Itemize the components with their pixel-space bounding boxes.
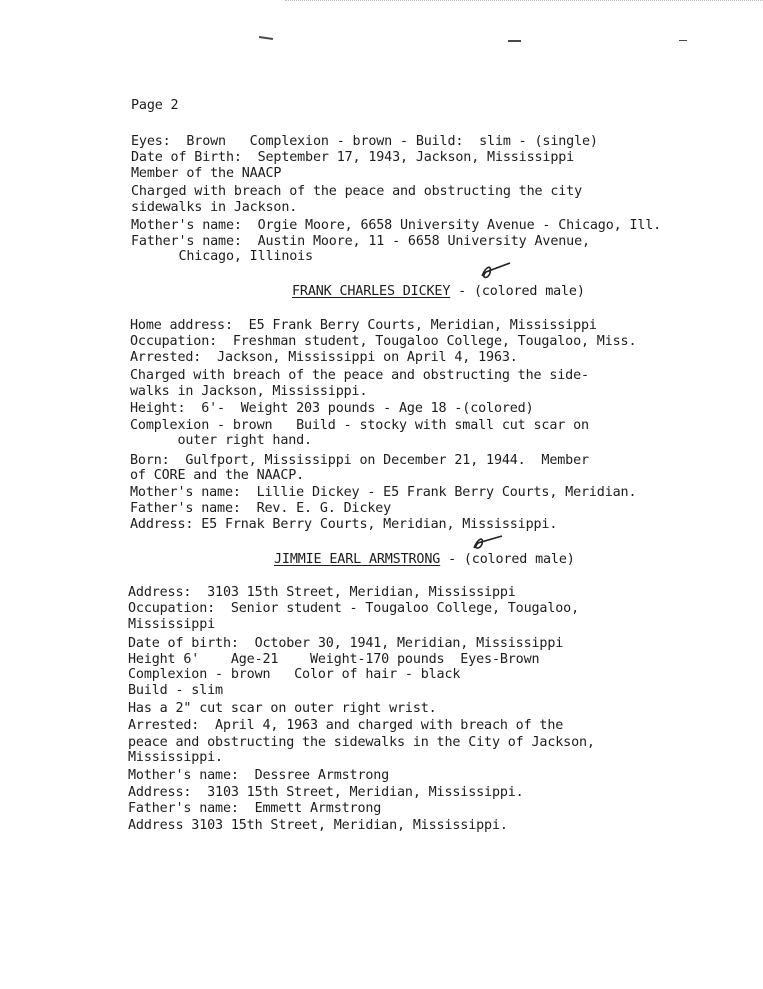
text-line: of CORE and the NAACP.: [130, 468, 305, 483]
text-line: Home address: E5 Frank Berry Courts, Meridian, Mississippi: [130, 318, 597, 333]
text-line: sidewalks in Jackson.: [131, 200, 298, 215]
text-line: Father's name: Rev. E. G. Dickey: [130, 501, 392, 516]
text-line: Occupation: Senior student - Tougaloo College, Tougaloo,: [128, 601, 579, 616]
text-line: Date of birth: October 30, 1941, Meridian, Mississippi: [128, 636, 564, 651]
page-label: Page 2: [131, 98, 179, 113]
text-line: Complexion - brown Color of hair - black: [128, 667, 461, 682]
handwritten-check-mark: [466, 532, 506, 552]
text-line: Address 3103 15th Street, Meridian, Mississippi.: [128, 818, 508, 833]
text-line: Address: E5 Frnak Berry Courts, Meridian, Mississippi.: [130, 517, 558, 532]
text-line: Mississippi.: [128, 750, 223, 765]
text-line: Address: 3103 15th Street, Meridian, Mississippi.: [128, 785, 524, 800]
text-line: Has a 2" cut scar on outer right wrist.: [128, 701, 437, 716]
text-line: Chicago, Illinois: [131, 249, 313, 264]
text-line: Occupation: Freshman student, Tougaloo College, Tougaloo, Miss.: [130, 334, 637, 349]
text-line: Date of Birth: September 17, 1943, Jackson, Mississippi: [131, 150, 575, 165]
text-line: Charged with breach of the peace and obstructing the city: [131, 184, 582, 199]
text-line: outer right hand.: [130, 433, 312, 448]
text-line: Father's name: Austin Moore, 11 - 6658 University Avenue,: [131, 234, 590, 249]
text-line: Height 6' Age-21 Weight-170 pounds Eyes-Brown: [128, 652, 540, 667]
text-line: Charged with breach of the peace and obstructing the side-: [130, 368, 589, 383]
text-line: Address: 3103 15th Street, Meridian, Mississippi: [128, 585, 516, 600]
text-line: Arrested: April 4, 1963 and charged with breach of the: [128, 718, 564, 733]
text-line: Arrested: Jackson, Mississippi on April 4, 1963.: [130, 350, 518, 365]
text-line: Height: 6'- Weight 203 pounds - Age 18 -(colored): [130, 401, 534, 416]
heading-dickey-name: FRANK CHARLES DICKEY: [292, 284, 451, 299]
heading-dickey: [292, 284, 585, 300]
text-line: Mother's name: Orgie Moore, 6658 University Avenue - Chicago, Ill.: [131, 218, 662, 233]
heading-dickey-suffix: - (colored male): [450, 284, 585, 299]
text-line: Build - slim: [128, 683, 223, 698]
text-line: walks in Jackson, Mississippi.: [130, 384, 368, 399]
text-line: Father's name: Emmett Armstrong: [128, 801, 382, 816]
text-line: Mother's name: Dessree Armstrong: [128, 768, 390, 783]
text-line: Mother's name: Lillie Dickey - E5 Frank Berry Courts, Meridian.: [130, 485, 637, 500]
heading-armstrong-name: JIMMIE EARL ARMSTRONG: [274, 552, 441, 567]
text-line: Mississippi: [128, 617, 216, 632]
scan-mark-right: [679, 40, 687, 41]
text-line: Born: Gulfport, Mississippi on December 21, 1944. Member: [130, 453, 589, 468]
heading-armstrong: [274, 552, 575, 568]
text-line: Complexion - brown Build - stocky with small cut scar on: [130, 418, 589, 433]
scan-mark-center: [508, 40, 521, 42]
scan-mark-left: [259, 36, 273, 40]
text-line: Member of the NAACP: [131, 166, 282, 181]
text-line: Eyes: Brown Complexion - brown - Build: slim - (single): [131, 134, 598, 149]
handwritten-check-mark: [476, 260, 516, 282]
heading-armstrong-suffix: - (colored male): [440, 552, 575, 567]
text-line: peace and obstructing the sidewalks in the City of Jackson,: [128, 735, 595, 750]
top-edge-dots: [285, 0, 763, 1]
